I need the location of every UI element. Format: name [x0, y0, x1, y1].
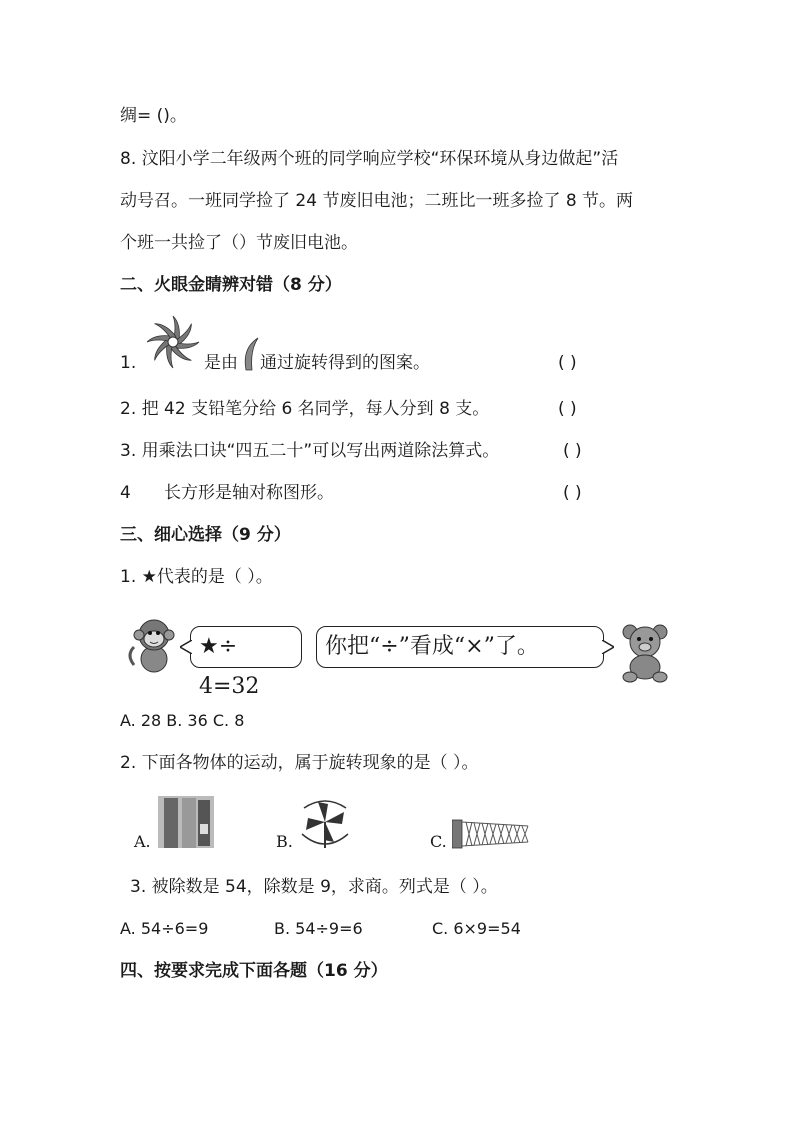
- choice-q2-label-a: A.: [134, 832, 151, 851]
- bear-speech-text: 你把“÷”看成“×”了。: [325, 634, 539, 659]
- judge-item-2: 2. 把 42 支铅笔分给 6 名同学，每人分到 8 支。: [120, 399, 490, 419]
- bubble-tail-left-icon: [180, 640, 192, 654]
- monkey-speech-bubble: [190, 626, 302, 699]
- q8-line-3: 个班一共捡了（）节废旧电池。: [120, 233, 358, 253]
- choice-q3-option-a: A. 54÷6=9: [120, 919, 209, 938]
- bubble-tail-right-icon: [602, 640, 614, 654]
- judge-item-4: 长方形是轴对称图形。: [164, 483, 334, 503]
- elevator-picture-icon: [158, 796, 214, 848]
- teddy-bear-icon: [618, 622, 674, 684]
- bear-speech-bubble: [316, 626, 604, 668]
- choice-q1-options: A. 28 B. 36 C. 8: [120, 711, 245, 730]
- section-4-title: 四、按要求完成下面各题（16 分）: [120, 961, 388, 981]
- monkey-speech-text: ★÷ 4=32: [199, 634, 260, 699]
- blade-shape-icon: [240, 336, 260, 372]
- choice-q3-text: 3. 被除数是 54，除数是 9，求商。列式是（ ）。: [130, 877, 498, 897]
- choice-q2-label-c: C.: [430, 832, 447, 851]
- section-2-title: 二、火眼金睛辨对错（8 分）: [120, 275, 342, 295]
- judge-item-1-text-b: 通过旋转得到的图案。: [260, 353, 430, 373]
- judge-item-4-num: 4: [120, 483, 131, 503]
- q8-line-1: 8. 汶阳小学二年级两个班的同学响应学校“环保环境从身边做起”活: [120, 149, 619, 169]
- retractable-gate-picture-icon: [452, 818, 530, 850]
- choice-q3-option-b: B. 54÷9=6: [274, 919, 363, 938]
- intro-tail-text: 绸= ()。: [120, 106, 187, 126]
- section-3-title: 三、细心选择（9 分）: [120, 525, 291, 545]
- judge-item-1-answer-paren[interactable]: ( ): [558, 353, 577, 373]
- judge-item-1-text-a: 是由: [204, 353, 238, 373]
- choice-q2-text: 2. 下面各物体的运动，属于旋转现象的是（ ）。: [120, 753, 479, 773]
- judge-item-1: [120, 352, 136, 374]
- windmill-picture-icon: [298, 798, 352, 850]
- judge-item-3-answer-paren[interactable]: ( ): [563, 441, 582, 461]
- judge-item-3: 3. 用乘法口诀“四五二十”可以写出两道除法算式。: [120, 441, 500, 461]
- judge-item-2-answer-paren[interactable]: ( ): [558, 399, 577, 419]
- choice-q1-text: 1. ★代表的是（ ）。: [120, 567, 273, 587]
- judge-item-4-answer-paren[interactable]: ( ): [563, 483, 582, 503]
- monkey-icon: [126, 615, 180, 675]
- q8-line-2: 动号召。一班同学捡了 24 节废旧电池；二班比一班多捡了 8 节。两: [120, 191, 634, 211]
- pinwheel-pattern-icon: [143, 312, 203, 372]
- choice-q3-option-c: C. 6×9=54: [432, 919, 521, 938]
- judge-item-1-num: 1.: [120, 353, 137, 373]
- choice-q2-label-b: B.: [276, 832, 293, 851]
